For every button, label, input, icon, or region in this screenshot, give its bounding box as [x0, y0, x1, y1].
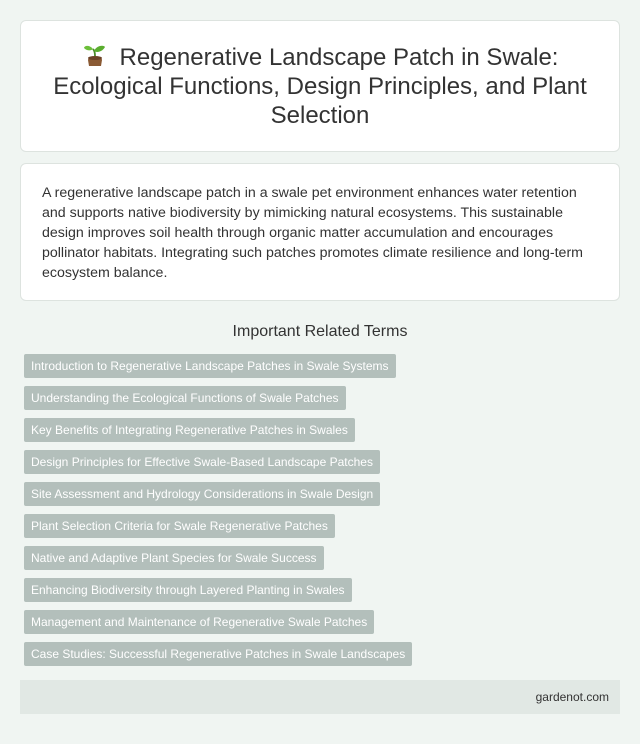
term-tag-ecological-functions[interactable]: Understanding the Ecological Functions of Swale Patches — [24, 386, 346, 410]
term-tag-key-benefits[interactable]: Key Benefits of Integrating Regenerative Patches in Swales — [24, 418, 355, 442]
related-terms-heading: Important Related Terms — [232, 323, 408, 340]
term-tag-site-assessment[interactable]: Site Assessment and Hydrology Considerations in Swale Design — [24, 482, 380, 506]
page-title-text: Regenerative Landscape Patch in Swale: Ecological Functions, Design Principles, and Plant Selection — [53, 44, 587, 129]
term-tag-introduction[interactable]: Introduction to Regenerative Landscape Patches in Swale Systems — [24, 354, 396, 378]
term-tag-maintenance[interactable]: Management and Maintenance of Regenerative Swale Patches — [24, 610, 374, 634]
term-tag-native-species[interactable]: Native and Adaptive Plant Species for Swale Success — [24, 546, 324, 570]
term-tag-case-studies[interactable]: Case Studies: Successful Regenerative Patches in Swale Landscapes — [24, 642, 412, 666]
intro-paragraph: A regenerative landscape patch in a swale pet environment enhances water retention and supports native biodiversity by mimicking natural ecosystems. This sustainable design improves soil health through organic matter accumulation and encourages pollinator habitats. Integrating such patches promotes climate resilience and long-term ecosystem balance. — [42, 185, 583, 281]
title-card — [20, 20, 620, 152]
intro-card — [20, 163, 620, 301]
term-tag-plant-selection[interactable]: Plant Selection Criteria for Swale Regenerative Patches — [24, 514, 335, 538]
footer-site-link[interactable]: gardenot.com — [535, 690, 609, 704]
related-terms-list — [20, 354, 620, 666]
seedling-icon — [82, 42, 108, 68]
term-tag-design-principles[interactable]: Design Principles for Effective Swale-Based Landscape Patches — [24, 450, 380, 474]
page-title — [51, 42, 589, 130]
footer — [20, 680, 620, 714]
term-tag-biodiversity[interactable]: Enhancing Biodiversity through Layered Planting in Swales — [24, 578, 352, 602]
